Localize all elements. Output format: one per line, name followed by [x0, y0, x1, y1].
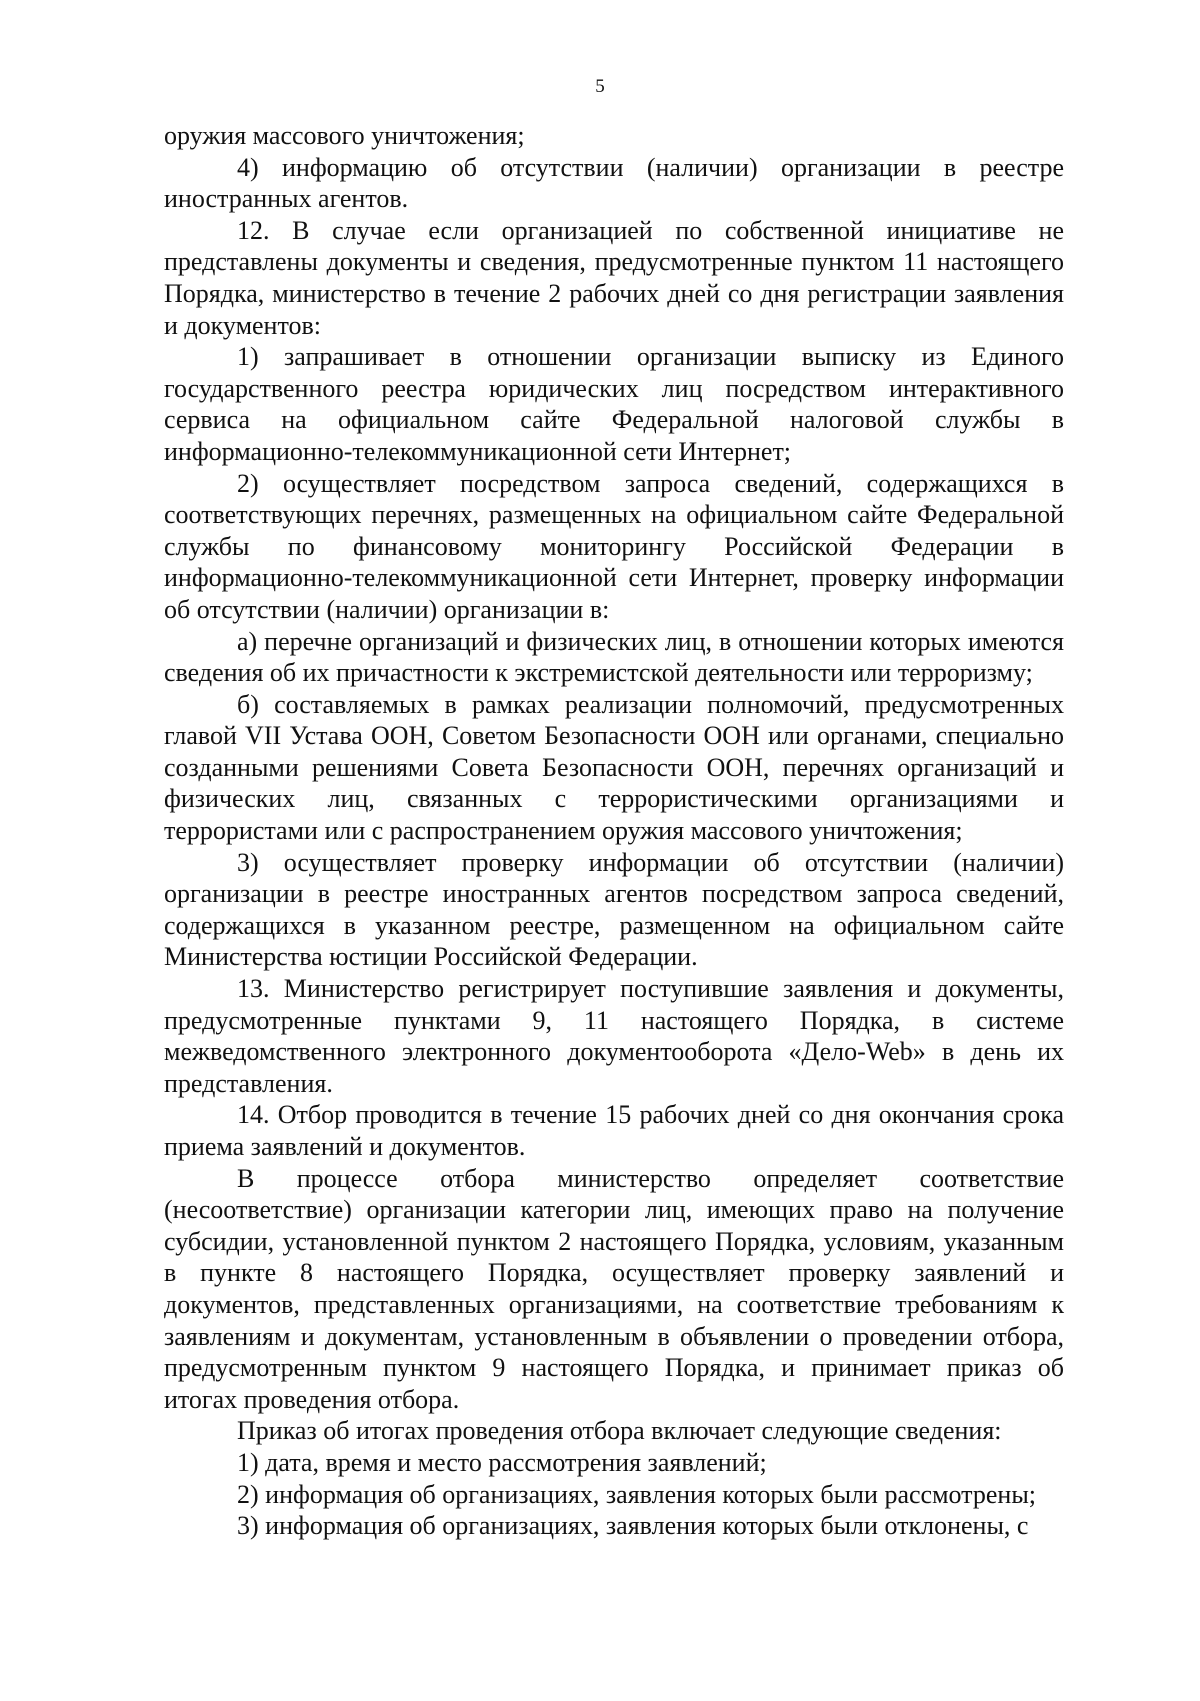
- paragraph-subitem-3-minjust: 3) осуществляет проверку информации об отсутствии (наличии) организации в реестре иностранных агентов посредством запроса сведений, содержащихся в указанном реестре, размещенном на официальном сайте Министерства юстиции Российской Федерации.: [164, 847, 1064, 972]
- paragraph-subitem-a: а) перечне организаций и физических лиц, в отношении которых имеются сведения об их причастности к экстремистской деятельности или терроризму;: [164, 626, 1064, 688]
- page-number: 5: [595, 76, 605, 97]
- paragraph-subitem-2-rosfinmonitoring: 2) осуществляет посредством запроса сведений, содержащихся в соответствующих перечнях, размещенных на официальном сайте Федеральной службы по финансовому мониторингу Российской Федерации в информационно-телекоммуникационной сети Интернет, проверку информации об отсутствии (наличии) организации в:: [164, 468, 1064, 624]
- paragraph-order-item-3: 3) информация об организациях, заявления которых были отклонены, с: [237, 1511, 1029, 1541]
- paragraph-selection-process: В процессе отбора министерство определяет соответствие (несоответствие) организации категории лиц, имеющих право на получение субсидии, установленной пунктом 2 настоящего Порядка, условиям, указанным в пункте 8 настоящего Порядка, осуществляет проверку заявлений и документов, представленных организациями, на соответствие требованиям к заявлениям и документам, установленным в объявлении о проведении отбора, предусмотренным пунктом 9 настоящего Порядка, и принимает приказ об итогах проведения отбора.: [164, 1163, 1064, 1414]
- paragraph-clause-13: 13. Министерство регистрирует поступившие заявления и документы, предусмотренные пунктами 9, 11 настоящего Порядка, в системе межведомственного электронного документооборота «Дело-Web» в день их представления.: [164, 974, 1064, 1098]
- paragraph-item-4-foreign-agents: 4) информацию об отсутствии (наличии) организации в реестре иностранных агентов.: [164, 152, 1064, 214]
- paragraph-order-item-2: 2) информация об организациях, заявления которых были рассмотрены;: [237, 1479, 1037, 1509]
- paragraph-order-item-1: 1) дата, время и место рассмотрения заявлений;: [237, 1447, 767, 1477]
- document-body: [164, 120, 1064, 1542]
- paragraph-subitem-1-egrul: 1) запрашивает в отношении организации выписку из Единого государственного реестра юридических лиц посредством интерактивного сервиса на официальном сайте Федеральной налоговой службы в информационно-телекоммуникационной сети Интернет;: [164, 342, 1064, 466]
- paragraph-continuation: оружия массового уничтожения;: [164, 121, 525, 150]
- paragraph-subitem-b: б) составляемых в рамках реализации полномочий, предусмотренных главой VII Устава ООН, Советом Безопасности ООН или органами, специально созданными решениями Совета Безопасности ООН, перечнях организаций и физических лиц, связанных с террористическими организациями и террористами или с распространением оружия массового уничтожения;: [164, 689, 1064, 846]
- paragraph-clause-12: 12. В случае если организацией по собственной инициативе не представлены документы и сведения, предусмотренные пунктом 11 настоящего Порядка, министерство в течение 2 рабочих дней со дня регистрации заявления и документов:: [164, 215, 1064, 340]
- paragraph-clause-14: 14. Отбор проводится в течение 15 рабочих дней со дня окончания срока приема заявлений и документов.: [164, 1100, 1064, 1161]
- paragraph-order-contents: Приказ об итогах проведения отбора включает следующие сведения:: [237, 1416, 1002, 1446]
